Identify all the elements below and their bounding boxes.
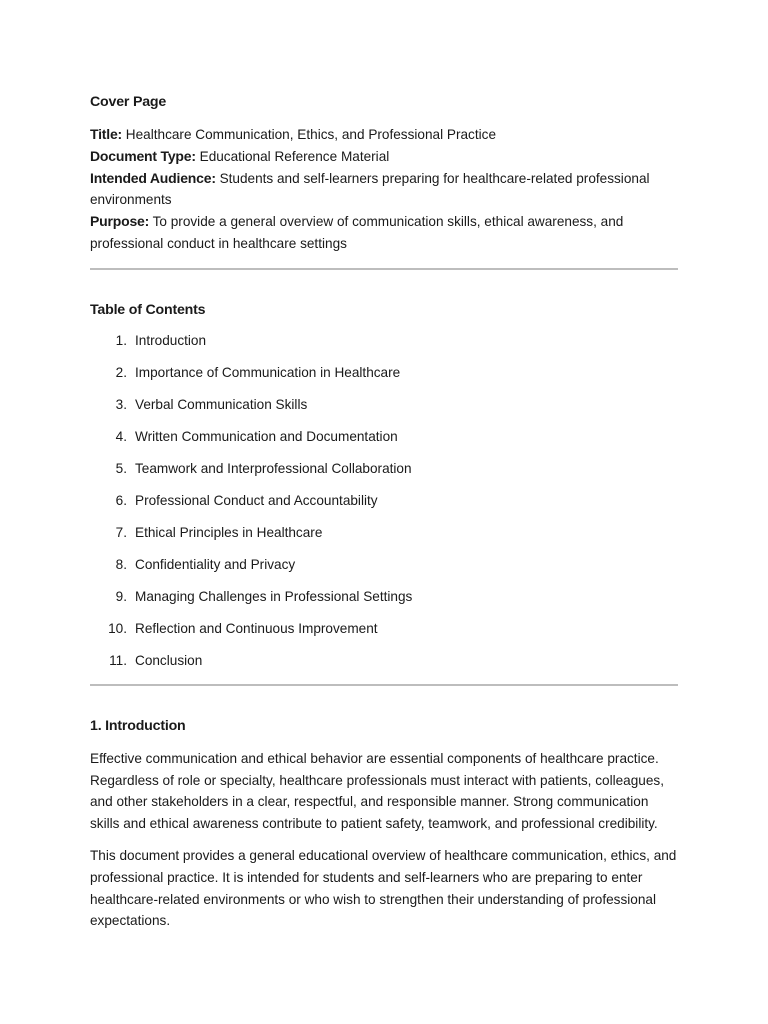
- toc-item-label: Written Communication and Documentation: [135, 428, 398, 444]
- intended-audience-value: Students and self-learners preparing for healthcare-related professional environments: [90, 170, 650, 208]
- toc-item-number: 6.: [115, 492, 127, 508]
- purpose-key: Purpose:: [90, 213, 150, 230]
- intended-audience-key: Intended Audience:: [90, 169, 216, 186]
- toc-item: [90, 587, 678, 619]
- toc-item-number: 5.: [115, 460, 127, 476]
- toc-item-number: 7.: [115, 524, 127, 540]
- purpose-line: [90, 211, 678, 255]
- toc-item-label: Teamwork and Interprofessional Collaboration: [135, 460, 412, 476]
- intended-audience-line: [90, 168, 678, 212]
- toc-item: [90, 459, 678, 491]
- table-of-contents-list: [90, 331, 678, 683]
- toc-item-label: Introduction: [135, 332, 207, 348]
- toc-item: [90, 395, 678, 427]
- toc-item: [90, 651, 678, 683]
- title-line: [90, 124, 678, 146]
- section-divider: [90, 268, 678, 270]
- toc-item: [90, 331, 678, 363]
- toc-item-number: 10.: [108, 620, 127, 636]
- document-type-value: Educational Reference Material: [199, 148, 390, 164]
- section-divider: [90, 684, 678, 686]
- toc-item-number: 8.: [115, 556, 127, 572]
- toc-item-label: Reflection and Continuous Improvement: [135, 620, 378, 636]
- document-type-key: Document Type:: [90, 147, 196, 164]
- introduction-heading: 1. Introduction: [90, 717, 186, 734]
- document-page: [90, 92, 678, 942]
- toc-item: [90, 363, 678, 395]
- toc-item-number: 11.: [109, 652, 127, 668]
- toc-item-label: Verbal Communication Skills: [135, 396, 308, 412]
- toc-item-label: Professional Conduct and Accountability: [135, 492, 378, 508]
- toc-item: [90, 491, 678, 523]
- introduction-paragraph-1: Effective communication and ethical behavior are essential components of healthcare practice. Regardless of role or specialty, healthcare professionals must interact with patients, colleagues, and other stakeholders in a clear, respectful, and responsible manner. Strong communication skills and ethical awareness contribute to patient safety, teamwork, and professional credibility.: [90, 750, 664, 832]
- table-of-contents-heading: Table of Contents: [90, 301, 206, 318]
- toc-item-label: Ethical Principles in Healthcare: [135, 524, 323, 540]
- toc-item-number: 3.: [115, 396, 127, 412]
- toc-item: [90, 523, 678, 555]
- toc-item-label: Managing Challenges in Professional Settings: [135, 588, 413, 604]
- toc-item-label: Confidentiality and Privacy: [135, 556, 296, 572]
- toc-item-number: 2.: [115, 364, 127, 380]
- document-type-line: [90, 146, 678, 168]
- toc-item-number: 1.: [115, 332, 127, 348]
- purpose-value: To provide a general overview of communication skills, ethical awareness, and professional conduct in healthcare settings: [90, 214, 624, 251]
- toc-item-label: Importance of Communication in Healthcare: [135, 364, 401, 380]
- toc-item: [90, 619, 678, 651]
- toc-item: [90, 555, 678, 587]
- title-key: Title:: [90, 126, 122, 142]
- cover-page-heading: Cover Page: [90, 94, 167, 110]
- introduction-paragraph-2: This document provides a general educational overview of healthcare communication, ethics, and professional practice. It is intended for students and self-learners who are preparing to enter healthcare-related environments or who wish to strengthen their understanding of professional expectations.: [90, 847, 677, 929]
- toc-item: [90, 427, 678, 459]
- toc-item-number: 9.: [115, 588, 127, 604]
- toc-item-label: Conclusion: [135, 652, 203, 668]
- title-value: Healthcare Communication, Ethics, and Professional Practice: [125, 127, 497, 142]
- toc-item-number: 4.: [115, 428, 127, 444]
